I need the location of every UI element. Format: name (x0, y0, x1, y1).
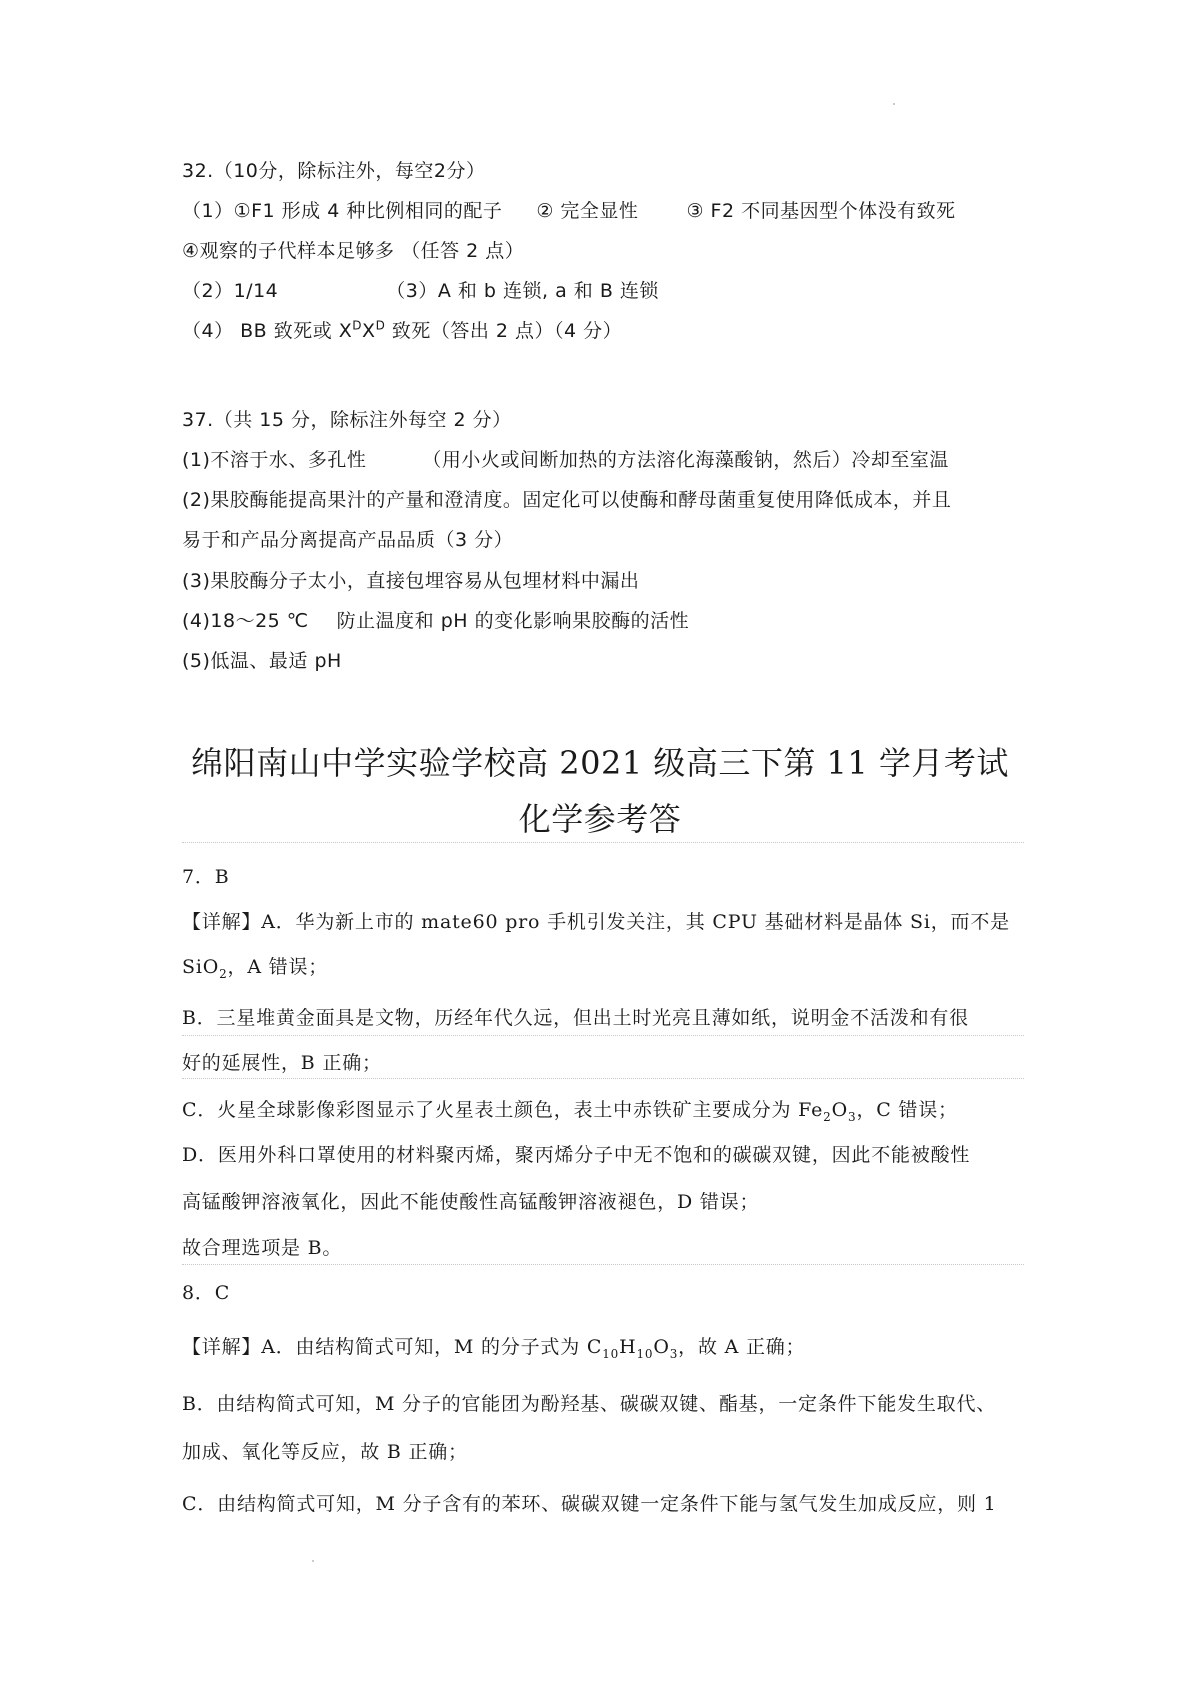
q37-line-5 (182, 606, 689, 633)
q7-detail-b-cont: 好的延展性，B 正确； (182, 1052, 382, 1074)
q37-line-3: 易于和产品分离提高产品品质（3 分） (182, 529, 514, 551)
q8-detail-c: C．由结构简式可知，M 分子含有的苯环、碳碳双键一定条件下能与氢气发生加成反应，则 1 (182, 1493, 997, 1515)
q37-answer-4-1: (4)18～25 ℃ (182, 610, 309, 632)
q8-answer: 8．C (182, 1282, 231, 1304)
q7-detail-a: 【详解】A．华为新上市的 mate60 pro 手机引发关注，其 CPU 基础材料是晶体 Si，而不是 (182, 911, 1010, 933)
q32-line-2: ④观察的子代样本足够多 （任答 2 点） (182, 240, 525, 262)
dotted-separator (182, 1078, 1024, 1079)
q32-line-1 (182, 196, 956, 223)
q37-header: 37.（共 15 分，除标注外每空 2 分） (182, 409, 512, 431)
q37-answer-1-2: （用小火或间断加热的方法溶化海藻酸钠，然后）冷却至室温 (422, 449, 949, 471)
q37-line-6: (5)低温、最适 pH (182, 650, 342, 672)
q37-line-2: (2)果胶酶能提高果汁的产量和澄清度。固定化可以使酶和酵母菌重复使用降低成本，并且 (182, 489, 952, 511)
q7-detail-c: C．火星全球影像彩图显示了火星表土颜色，表土中赤铁矿主要成分为 $Fe_2O_3$，C 错误； (182, 1099, 958, 1124)
q7-detail-a-cont: SiO$_2$，A 错误； (182, 956, 329, 981)
q37-line-1 (182, 445, 949, 472)
q32-answer-1-1: （1）①F1 形成 4 种比例相同的配子 (182, 200, 503, 222)
q32-line-3 (182, 276, 659, 303)
scan-speck (312, 1560, 314, 1562)
q37-line-4: (3)果胶酶分子太小，直接包埋容易从包埋材料中漏出 (182, 570, 640, 592)
q8-detail-a: 【详解】A．由结构简式可知，M 的分子式为 $C_{10}H_{10}O_3$，故 A 正确； (182, 1336, 806, 1361)
q32-line-4: （4） BB 致死或 $X^DX^D$ 致死（答出 2 点）（4 分） (182, 318, 623, 342)
q7-detail-d: D．医用外科口罩使用的材料聚丙烯，聚丙烯分子中无不饱和的碳碳双键，因此不能被酸性 (182, 1144, 971, 1166)
q7-conclusion: 故合理选项是 B。 (182, 1237, 343, 1259)
dotted-separator (182, 842, 1024, 843)
chem-title: 绵阳南山中学实验学校高 2021 级高三下第 11 学月考试 (191, 744, 1009, 782)
dotted-separator (182, 1264, 1024, 1265)
scan-speck (893, 103, 895, 105)
q7-answer: 7．B (182, 866, 230, 888)
q8-detail-b: B．由结构简式可知，M 分子的官能团为酚羟基、碳碳双键、酯基，一定条件下能发生取代、 (182, 1393, 997, 1415)
q7-detail-d-cont: 高锰酸钾溶液氧化，因此不能使酸性高锰酸钾溶液褪色，D 错误； (182, 1191, 760, 1213)
q8-detail-b-cont: 加成、氧化等反应，故 B 正确； (182, 1441, 468, 1463)
dotted-separator (182, 1035, 1024, 1036)
q32-answer-1-3: ③ F2 不同基因型个体没有致死 (686, 200, 956, 222)
chem-subtitle: 化学参考答 (518, 800, 682, 838)
q32-header: 32.（10分，除标注外，每空2分） (182, 160, 486, 182)
q32-answer-1-2: ② 完全显性 (536, 200, 639, 222)
q7-detail-b: B．三星堆黄金面具是文物，历经年代久远，但出土时光亮且薄如纸，说明金不活泼和有很 (182, 1007, 969, 1029)
q32-answer-3: （3）A 和 b 连锁, a 和 B 连锁 (386, 280, 659, 302)
q32-answer-2: （2）1/14 (182, 280, 279, 302)
q37-answer-1-1: (1)不溶于水、多孔性 (182, 449, 367, 471)
q37-answer-4-2: 防止温度和 pH 的变化影响果胶酶的活性 (336, 610, 690, 632)
